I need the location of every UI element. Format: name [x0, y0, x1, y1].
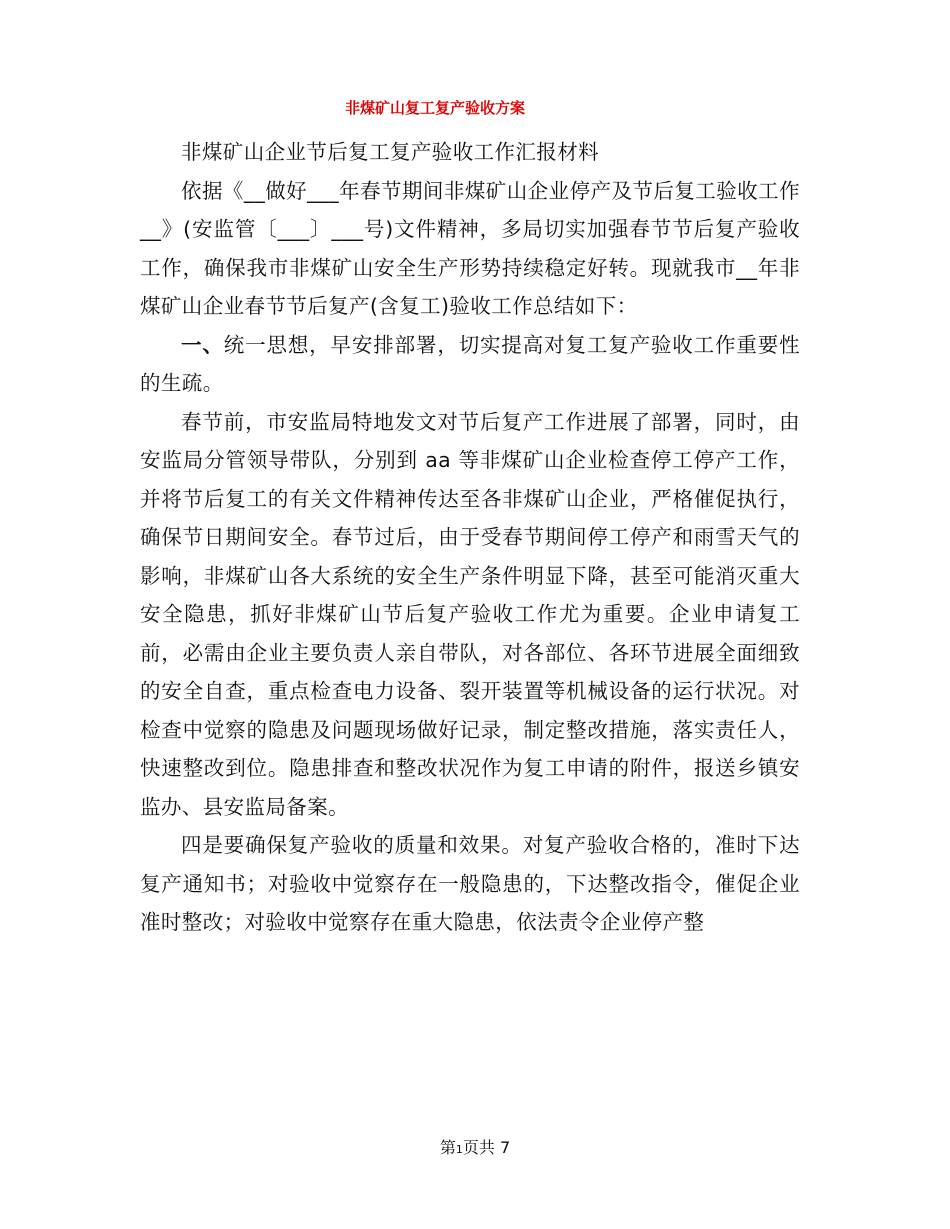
footer-prefix: 第 — [439, 1138, 456, 1157]
section-one-heading — [140, 326, 800, 403]
report-subtitle — [140, 133, 800, 172]
section-number: 一、 — [181, 332, 224, 357]
spring-festival-paragraph — [140, 403, 800, 827]
basis-paragraph — [140, 172, 800, 326]
quality-paragraph — [140, 826, 800, 942]
paragraph-text: 四是要确保复产验收的质量和效果。对复产验收合格的，准时下达复产通知书；对验收中觉察存在一般隐患的，下达整改指令，催促企业准时整改；对验收中觉察存在重大隐患，依法责令企业停产整 — [140, 833, 800, 934]
document-body — [140, 133, 800, 942]
footer-total-pages: 7 — [499, 1138, 511, 1157]
document-title: 非煤矿山复工复产验收方案 — [344, 99, 525, 117]
paragraph-text: 春节前，市安监局特地发文对节后复产工作进展了部署，同时，由安监局分管领导带队，分别到 aa 等非煤矿山企业检查停工停产工作，并将节后复工的有关文件精神传达至各非煤矿山企业，严格催促执行，确保节日期间安全。春节过后，由于受春节期间停工停产和雨雪天气的影响，非煤矿山各大系统的安全生产条件明显下降，甚至可能消灭重大安全隐患，抓好非煤矿山节后复产验收工作尤为重要。企业申请复工前，必需由企业主要负责人亲自带队，对各部位、各环节进展全面细致的安全自查，重点检查电力设备、裂开装置等机械设备的运行状况。对检查中觉察的隐患及问题现场做好记录，制定整改措施，落实责任人，快速整改到位。隐患排查和整改状况作为复工申请的附件，报送乡镇安监办、县安监局备案。 — [140, 409, 800, 819]
footer-page-number: 1 — [455, 1143, 463, 1156]
page-footer — [0, 1138, 950, 1160]
footer-middle: 页共 — [462, 1138, 495, 1157]
paragraph-text: 依据《__做好___年春节期间非煤矿山企业停产及节后复工验收工作__》(安监管〔___〕___号)文件精神，多局切实加强春节节后复产验收工作，确保我市非煤矿山安全生产形势持续稳定好转。现就我市__年非煤矿山企业春节节后复产(含复工)验收工作总结如下： — [140, 178, 800, 318]
paragraph-text: 统一思想，早安排部署，切实提高对复工复产验收工作重要性的生疏。 — [140, 332, 800, 395]
paragraph-text: 非煤矿山企业节后复工复产验收工作汇报材料 — [181, 140, 599, 164]
